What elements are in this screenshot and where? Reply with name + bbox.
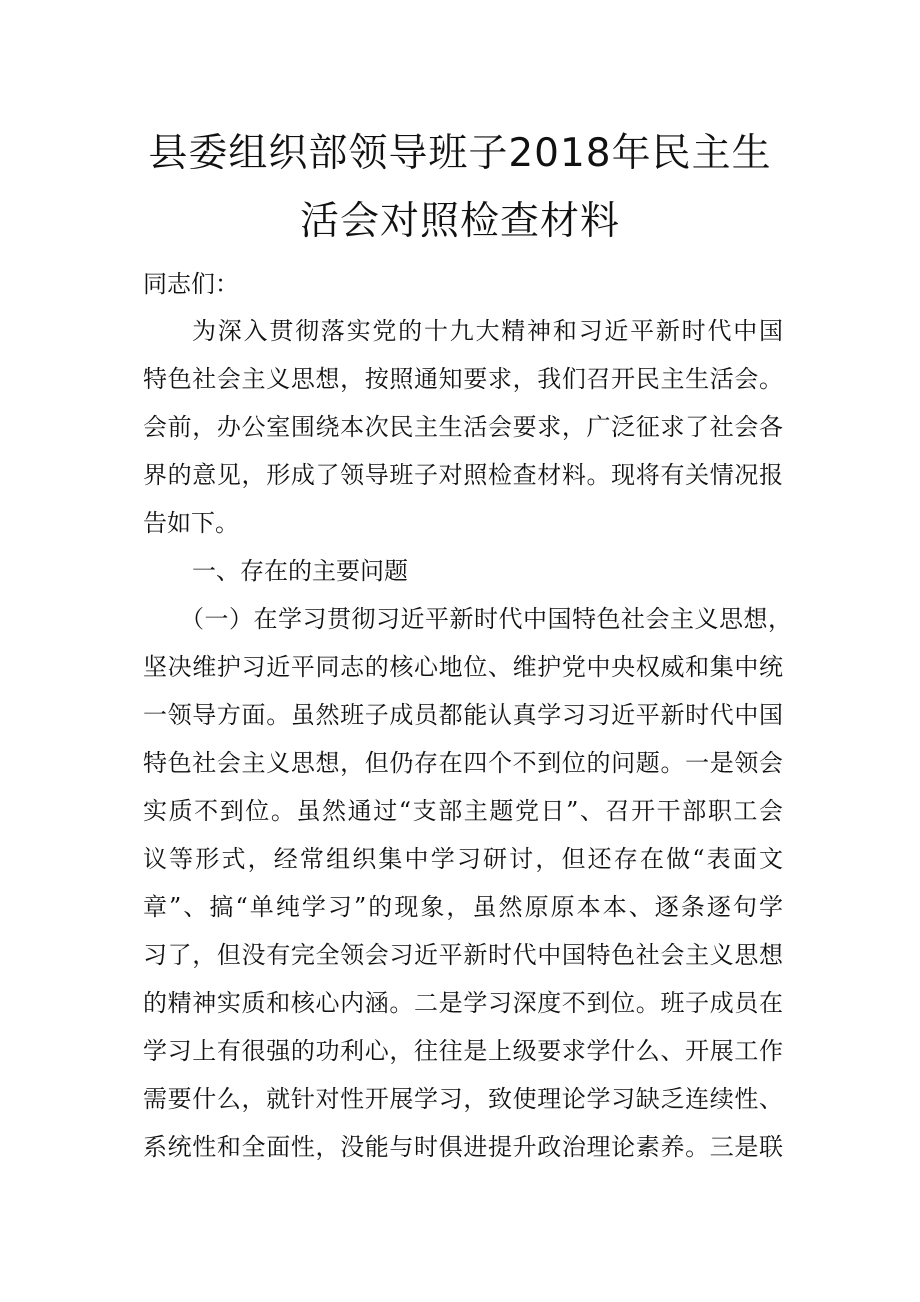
body-line: 一领导方面。虽然班子成员都能认真学习习近平新时代中国 <box>143 701 783 729</box>
body-line: 需要什么，就针对性开展学习，致使理论学习缺乏连续性、 <box>143 1085 783 1113</box>
body-line: 学习上有很强的功利心，往往是上级要求学什么、开展工作 <box>143 1037 783 1065</box>
body-line: 为深入贯彻落实党的十九大精神和习近平新时代中国 <box>192 317 783 345</box>
section-heading: 一、存在的主要问题 <box>192 557 408 585</box>
body-line: 习了，但没有完全领会习近平新时代中国特色社会主义思想 <box>143 941 783 969</box>
body-line: 告如下。 <box>143 509 239 537</box>
document-title-line-1: 县委组织部领导班子2018年民主生 <box>148 131 772 176</box>
body-line: 系统性和全面性，没能与时俱进提升政治理论素养。三是联 <box>143 1133 783 1161</box>
body-line: 界的意见，形成了领导班子对照检查材料。现将有关情况报 <box>143 461 783 489</box>
body-line: 坚决维护习近平同志的核心地位、维护党中央权威和集中统 <box>143 653 783 681</box>
body-line: 特色社会主义思想，按照通知要求，我们召开民主生活会。 <box>143 365 783 393</box>
document-title-line-2: 活会对照检查材料 <box>299 199 620 244</box>
body-line: 会前，办公室围绕本次民主生活会要求，广泛征求了社会各 <box>143 413 783 441</box>
body-line: 实质不到位。虽然通过“支部主题党日”、召开干部职工会 <box>143 797 783 825</box>
body-line: 的精神实质和核心内涵。二是学习深度不到位。班子成员在 <box>143 989 783 1017</box>
body-line: 议等形式，经常组织集中学习研讨，但还存在做“表面文 <box>143 845 783 873</box>
subsection-heading-line: （一）在学习贯彻习近平新时代中国特色社会主义思想， <box>180 605 792 633</box>
greeting: 同志们： <box>143 270 239 298</box>
body-line: 章”、搞“单纯学习”的现象，虽然原原本本、逐条逐句学 <box>143 893 783 921</box>
body-line: 特色社会主义思想，但仍存在四个不到位的问题。一是领会 <box>143 749 783 777</box>
